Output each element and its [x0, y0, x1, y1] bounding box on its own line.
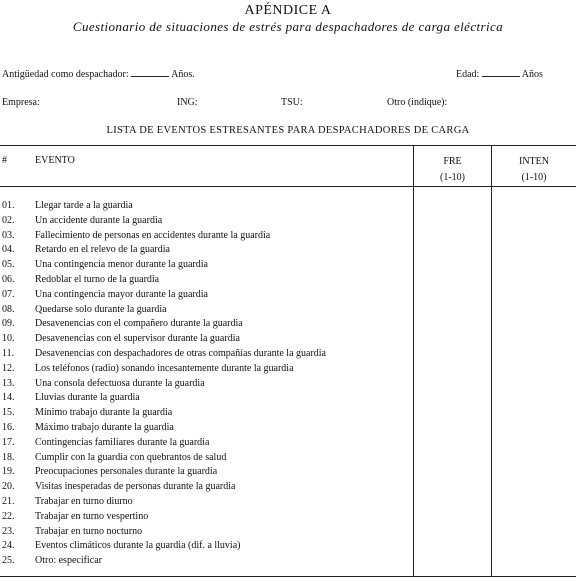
row-fre-cell[interactable] — [414, 199, 491, 214]
edad-field — [456, 67, 543, 80]
table-row — [0, 539, 576, 554]
row-inten-cell[interactable] — [492, 332, 576, 347]
row-fre-cell[interactable] — [414, 332, 491, 347]
table-row — [0, 510, 576, 525]
table-row — [0, 258, 576, 273]
row-number: 13. — [2, 377, 15, 389]
row-fre-cell[interactable] — [414, 406, 491, 421]
row-inten-cell[interactable] — [492, 317, 576, 332]
row-inten-cell[interactable] — [492, 554, 576, 569]
table-row — [0, 421, 576, 436]
row-number: 17. — [2, 436, 15, 448]
row-inten-cell[interactable] — [492, 465, 576, 480]
row-event: Una consola defectuosa durante la guardia — [35, 377, 205, 389]
row-number: 22. — [2, 510, 15, 522]
row-fre-cell[interactable] — [414, 495, 491, 510]
row-inten-cell[interactable] — [492, 258, 576, 273]
table-row — [0, 377, 576, 392]
row-event: Preocupaciones personales durante la guardia — [35, 466, 218, 478]
row-event: Cumplir con la guardia con quebrantos de salud — [35, 451, 227, 463]
row-fre-cell[interactable] — [414, 554, 491, 569]
events-table — [0, 145, 576, 577]
table-row — [0, 554, 576, 569]
row-event: Mínimo trabajo durante la guardia — [35, 407, 173, 419]
row-number: 18. — [2, 451, 15, 463]
row-event: Una contingencia mayor durante la guardia — [35, 288, 208, 300]
row-fre-cell[interactable] — [414, 229, 491, 244]
row-fre-cell[interactable] — [414, 421, 491, 436]
table-row — [0, 495, 576, 510]
row-event: Contingencias familiares durante la guardia — [35, 436, 210, 448]
row-fre-cell[interactable] — [414, 436, 491, 451]
row-inten-cell[interactable] — [492, 273, 576, 288]
row-fre-cell[interactable] — [414, 258, 491, 273]
row-event: Desavenencias con el compañero durante la guardia — [35, 318, 243, 330]
row-fre-cell[interactable] — [414, 377, 491, 392]
row-event: Un accidente durante la guardia — [35, 214, 163, 226]
row-inten-cell[interactable] — [492, 347, 576, 362]
ing-label: ING: — [177, 97, 198, 108]
row-inten-cell[interactable] — [492, 243, 576, 258]
row-inten-cell[interactable] — [492, 480, 576, 495]
otro-label: Otro (indique): — [387, 97, 448, 108]
row-event: Visitas inesperadas de personas durante la guardia — [35, 481, 236, 493]
header-fre-label: FRE — [443, 156, 462, 167]
row-fre-cell[interactable] — [414, 214, 491, 229]
antiguedad-blank[interactable] — [131, 67, 169, 77]
row-inten-cell[interactable] — [492, 406, 576, 421]
tsu-label: TSU: — [281, 97, 303, 108]
row-number: 02. — [2, 214, 15, 226]
row-fre-cell[interactable] — [414, 525, 491, 540]
row-event: Trabajar en turno diurno — [35, 496, 133, 507]
header-num: # — [2, 155, 7, 166]
row-fre-cell[interactable] — [414, 391, 491, 406]
row-number: 10. — [2, 333, 15, 345]
row-number: 15. — [2, 407, 15, 419]
table-row — [0, 525, 576, 540]
row-fre-cell[interactable] — [414, 317, 491, 332]
table-row — [0, 317, 576, 332]
table-row — [0, 214, 576, 229]
row-fre-cell[interactable] — [414, 539, 491, 554]
row-inten-cell[interactable] — [492, 510, 576, 525]
empresa-label: Empresa: — [2, 97, 40, 108]
antiguedad-field — [2, 67, 195, 80]
row-inten-cell[interactable] — [492, 391, 576, 406]
row-inten-cell[interactable] — [492, 229, 576, 244]
table-bottom-rule — [0, 576, 576, 577]
table-row — [0, 451, 576, 466]
list-title: LISTA DE EVENTOS ESTRESANTES PARA DESPACHADORES DE CARGA — [106, 125, 470, 136]
row-number: 12. — [2, 362, 15, 374]
row-number: 20. — [2, 481, 15, 493]
table-top-rule — [0, 145, 576, 146]
row-number: 05. — [2, 259, 15, 271]
row-number: 04. — [2, 244, 15, 256]
row-inten-cell[interactable] — [492, 214, 576, 229]
table-row — [0, 288, 576, 303]
row-event: Los teléfonos (radio) sonando incesantemente durante la guardia — [35, 362, 294, 374]
row-inten-cell[interactable] — [492, 495, 576, 510]
edad-blank[interactable] — [482, 67, 520, 77]
row-number: 11. — [2, 348, 15, 359]
row-fre-cell[interactable] — [414, 347, 491, 362]
row-number: 21. — [2, 496, 15, 507]
row-fre-cell[interactable] — [414, 465, 491, 480]
table-row — [0, 273, 576, 288]
header-inten-range: (1-10) — [521, 172, 547, 183]
row-number: 24. — [2, 540, 15, 552]
row-inten-cell[interactable] — [492, 288, 576, 303]
row-inten-cell[interactable] — [492, 421, 576, 436]
header-fre-range: (1-10) — [440, 172, 465, 183]
table-row — [0, 229, 576, 244]
row-fre-cell[interactable] — [414, 480, 491, 495]
row-event: Desavenencias con despachadores de otras compañías durante la guardia — [35, 348, 326, 359]
row-number: 07. — [2, 288, 15, 300]
table-row — [0, 362, 576, 377]
header-inten — [492, 154, 576, 186]
row-event: Llegar tarde a la guardia — [35, 200, 133, 211]
row-event: Máximo trabajo durante la guardia — [35, 422, 174, 433]
row-number: 09. — [2, 318, 15, 330]
appendix-title: APÉNDICE A — [244, 3, 332, 18]
table-header-rule — [0, 186, 576, 187]
row-event: Quedarse solo durante la guardia — [35, 303, 167, 315]
row-number: 23. — [2, 525, 15, 537]
row-event: Eventos climáticos durante la guardia (dif. a lluvia) — [35, 540, 241, 552]
row-number: 14. — [2, 392, 15, 404]
table-row — [0, 391, 576, 406]
table-row — [0, 332, 576, 347]
row-fre-cell[interactable] — [414, 510, 491, 525]
row-inten-cell[interactable] — [492, 362, 576, 377]
table-row — [0, 406, 576, 421]
table-row — [0, 199, 576, 214]
row-fre-cell[interactable] — [414, 362, 491, 377]
table-row — [0, 243, 576, 258]
row-fre-cell[interactable] — [414, 451, 491, 466]
row-event: Desavenencias con el supervisor durante la guardia — [35, 333, 240, 345]
row-number: 19. — [2, 466, 15, 478]
table-row — [0, 303, 576, 318]
row-event: Trabajar en turno vespertino — [35, 510, 149, 522]
row-event: Fallecimiento de personas en accidentes durante la guardia — [35, 229, 271, 241]
antiguedad-label: Antigüedad como despachador: — [2, 69, 129, 80]
header-event: EVENTO — [35, 155, 75, 166]
row-number: 25. — [2, 555, 15, 567]
row-number: 06. — [2, 274, 15, 285]
row-inten-cell[interactable] — [492, 539, 576, 554]
row-number: 08. — [2, 303, 15, 315]
row-fre-cell[interactable] — [414, 303, 491, 318]
row-number: 03. — [2, 229, 15, 241]
row-event: Otro: especificar — [35, 555, 102, 567]
row-inten-cell[interactable] — [492, 199, 576, 214]
header-inten-label: INTEN — [519, 156, 549, 167]
table-row — [0, 436, 576, 451]
row-event: Trabajar en turno nocturno — [35, 525, 143, 537]
row-event: Retardo en el relevo de la guardia — [35, 244, 170, 256]
questionnaire-subtitle: Cuestionario de situaciones de estrés para despachadores de carga eléctrica — [72, 19, 504, 34]
row-number: 01. — [2, 200, 15, 211]
row-inten-cell[interactable] — [492, 525, 576, 540]
row-inten-cell[interactable] — [492, 377, 576, 392]
row-event: Lluvias durante la guardia — [35, 392, 140, 404]
row-event: Redoblar el turno de la guardia — [35, 274, 160, 285]
header-fre — [414, 154, 491, 186]
edad-unit: Años — [521, 69, 543, 80]
antiguedad-unit: Años. — [171, 69, 195, 80]
row-inten-cell[interactable] — [492, 303, 576, 318]
table-row — [0, 347, 576, 362]
row-fre-cell[interactable] — [414, 273, 491, 288]
table-row — [0, 480, 576, 495]
edad-label: Edad: — [456, 69, 480, 80]
row-fre-cell[interactable] — [414, 243, 491, 258]
row-event: Una contingencia menor durante la guardia — [35, 259, 208, 271]
row-number: 16. — [2, 422, 15, 433]
row-inten-cell[interactable] — [492, 451, 576, 466]
table-row — [0, 465, 576, 480]
row-fre-cell[interactable] — [414, 288, 491, 303]
row-inten-cell[interactable] — [492, 436, 576, 451]
